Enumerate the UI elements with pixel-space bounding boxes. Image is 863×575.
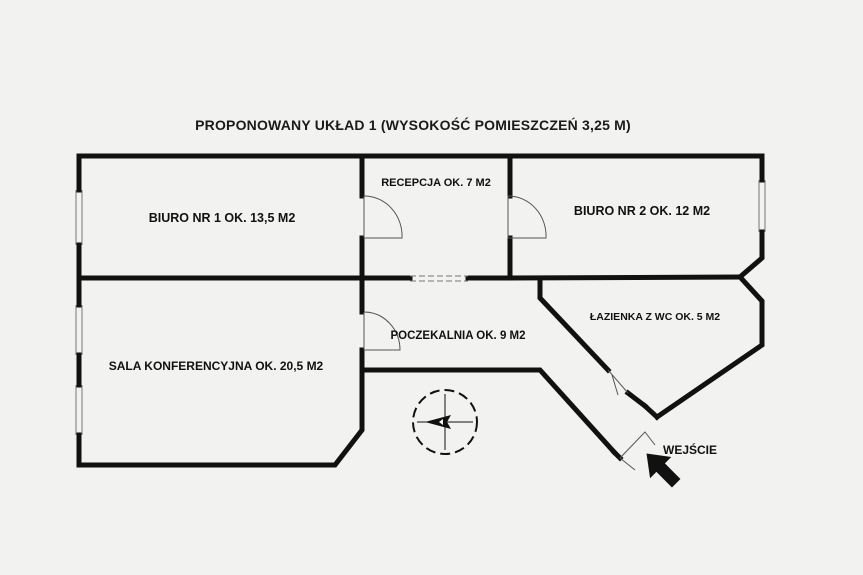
door-lazienka [608, 370, 628, 395]
wall-lazienka-left2 [628, 393, 645, 406]
wall-corridor-left [614, 452, 620, 458]
door-biuro2 [508, 196, 546, 238]
room-label-sala: SALA KONFERENCYJNA OK. 20,5 M2 [108, 359, 324, 373]
room-label-recepcja: RECEPCJA OK. 7 M2 [381, 177, 491, 189]
wall-biuro2-bottom [510, 277, 740, 278]
window-sala-2 [76, 385, 82, 435]
room-label-poczekalnia: POCZEKALNIA OK. 9 M2 [390, 330, 526, 342]
passage-recepcja [410, 276, 468, 281]
window-sala-1 [76, 305, 82, 355]
room-label-biuro1: BIURO NR 1 OK. 13,5 M2 [148, 211, 296, 225]
door-biuro1 [364, 196, 402, 238]
wall-right-low [657, 232, 762, 417]
window-biuro1 [76, 190, 82, 245]
wall-sala-bottom [79, 370, 614, 465]
room-label-biuro2: BIURO NR 2 OK. 12 M2 [573, 204, 711, 218]
plan-title: PROPONOWANY UKŁAD 1 (WYSOKOŚĆ POMIESZCZEŃ 3,25 M) [195, 117, 631, 133]
compass-icon [413, 390, 477, 454]
window-biuro2 [759, 180, 765, 232]
entrance-label: WEJŚCIE [663, 443, 718, 457]
room-label-lazienka: ŁAZIENKA Z WC OK. 5 M2 [589, 311, 721, 323]
wall-lazienka-left [540, 278, 608, 370]
